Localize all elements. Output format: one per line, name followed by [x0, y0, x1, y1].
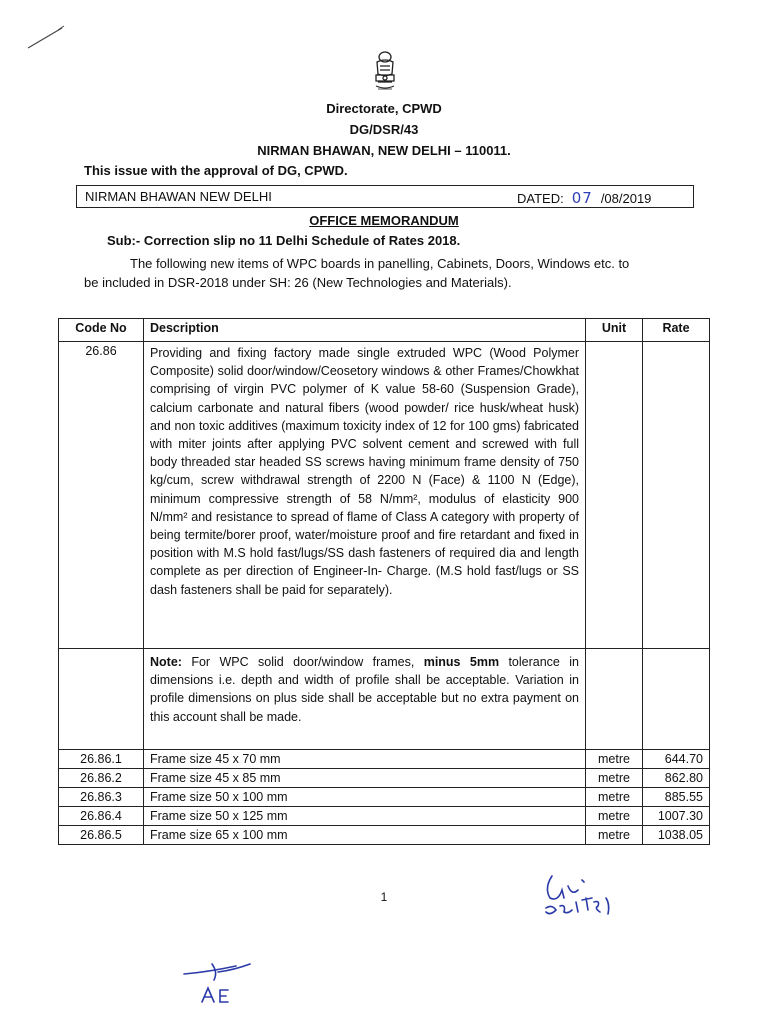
note-row [59, 649, 710, 750]
table-row [59, 807, 710, 826]
handwritten-signature-icon [538, 868, 648, 928]
memo-subject: Sub:- Correction slip no 11 Delhi Schedule of Rates 2018. [107, 233, 461, 248]
row-code: 26.86.1 [59, 750, 144, 769]
row-rate: 1038.05 [643, 826, 710, 845]
header-unit: Unit [586, 319, 643, 342]
national-emblem-icon [370, 48, 400, 98]
handwritten-initials-icon [178, 958, 268, 1008]
table-row [59, 750, 710, 769]
main-item-code: 26.86 [59, 342, 144, 649]
note-text [144, 649, 586, 750]
dated-field [517, 189, 651, 207]
row-description: Frame size 50 x 100 mm [144, 788, 586, 807]
dated-label: DATED: [517, 191, 564, 206]
row-rate: 885.55 [643, 788, 710, 807]
note-part-c: tolerance in dimensions i.e. depth and width of profile shall be acceptable. Variation in profile dimensions on plus side shall be acceptable but no extra payment on this account shall be made. [150, 655, 579, 724]
row-code: 26.86.3 [59, 788, 144, 807]
row-unit: metre [586, 769, 643, 788]
row-description: Frame size 65 x 100 mm [144, 826, 586, 845]
location: NIRMAN BHAWAN NEW DELHI [85, 189, 272, 204]
note-label: Note: [150, 655, 182, 669]
approval-line: This issue with the approval of DG, CPWD. [84, 163, 348, 178]
row-rate: 644.70 [643, 750, 710, 769]
location-date-box [76, 185, 694, 208]
header-rate: Rate [643, 319, 710, 342]
row-unit: metre [586, 788, 643, 807]
pen-mark [20, 20, 80, 60]
main-item-row [59, 342, 710, 649]
row-unit: metre [586, 750, 643, 769]
table-row [59, 788, 710, 807]
row-unit: metre [586, 826, 643, 845]
address: NIRMAN BHAWAN, NEW DELHI – 110011. [257, 143, 511, 158]
row-unit: metre [586, 807, 643, 826]
main-item-description: Providing and fixing factory made single extruded WPC (Wood Polymer Composite) solid door/window/Ceosetory windows & other Frames/Chowkhat comprising of virgin PVC polymer of K value 58-60 (Suspension Grade), calcium carbonate and natural fibers (wood powder/ rice husk/wheat husk) and non toxic additives (maximum toxicity index of 12 for 100 gms) fabricated with miter joints after applying PVC solvent cement and screwed with full body threaded star headed SS screws having minimum frame density of 750 kg/cum, screw withdrawal strength of 2200 N (Face) & 1100 N (Edge), minimum compressive strength of 58 N/mm², modulus of elasticity 900 N/mm² and resistance to spread of flame of Class A category with property of being termite/borer proof, water/moisture proof and fire retardant and fixed in position with M.S hold fast/lugs/SS dash fasteners of required dia and length complete as per direction of Engineer-In- Charge. (M.S hold fast/lugs or SS dash fasteners shall be paid for separately). [144, 342, 586, 649]
row-code: 26.86.4 [59, 807, 144, 826]
reference-number: DG/DSR/43 [349, 122, 419, 137]
dated-month-year: /08/2019 [600, 191, 652, 206]
row-code: 26.86.2 [59, 769, 144, 788]
page-number: 1 [380, 890, 388, 904]
header-description: Description [144, 319, 586, 342]
row-description: Frame size 45 x 85 mm [144, 769, 586, 788]
table-row [59, 769, 710, 788]
note-part-b: minus 5mm [423, 655, 500, 669]
row-code: 26.86.5 [59, 826, 144, 845]
row-description: Frame size 45 x 70 mm [144, 750, 586, 769]
memo-intro-line1: The following new items of WPC boards in panelling, Cabinets, Doors, Windows etc. to [130, 256, 630, 271]
memo-title: OFFICE MEMORANDUM [309, 213, 459, 228]
dated-day: 07 [571, 189, 593, 207]
header-code: Code No [59, 319, 144, 342]
table-header-row [59, 319, 710, 342]
row-rate: 1007.30 [643, 807, 710, 826]
row-description: Frame size 50 x 125 mm [144, 807, 586, 826]
org-name: Directorate, CPWD [326, 101, 442, 116]
row-rate: 862.80 [643, 769, 710, 788]
note-part-a: For WPC solid door/window frames, [181, 655, 424, 669]
memo-intro-line2: be included in DSR-2018 under SH: 26 (New Technologies and Materials). [84, 275, 512, 290]
table-row [59, 826, 710, 845]
rates-table [58, 318, 710, 845]
